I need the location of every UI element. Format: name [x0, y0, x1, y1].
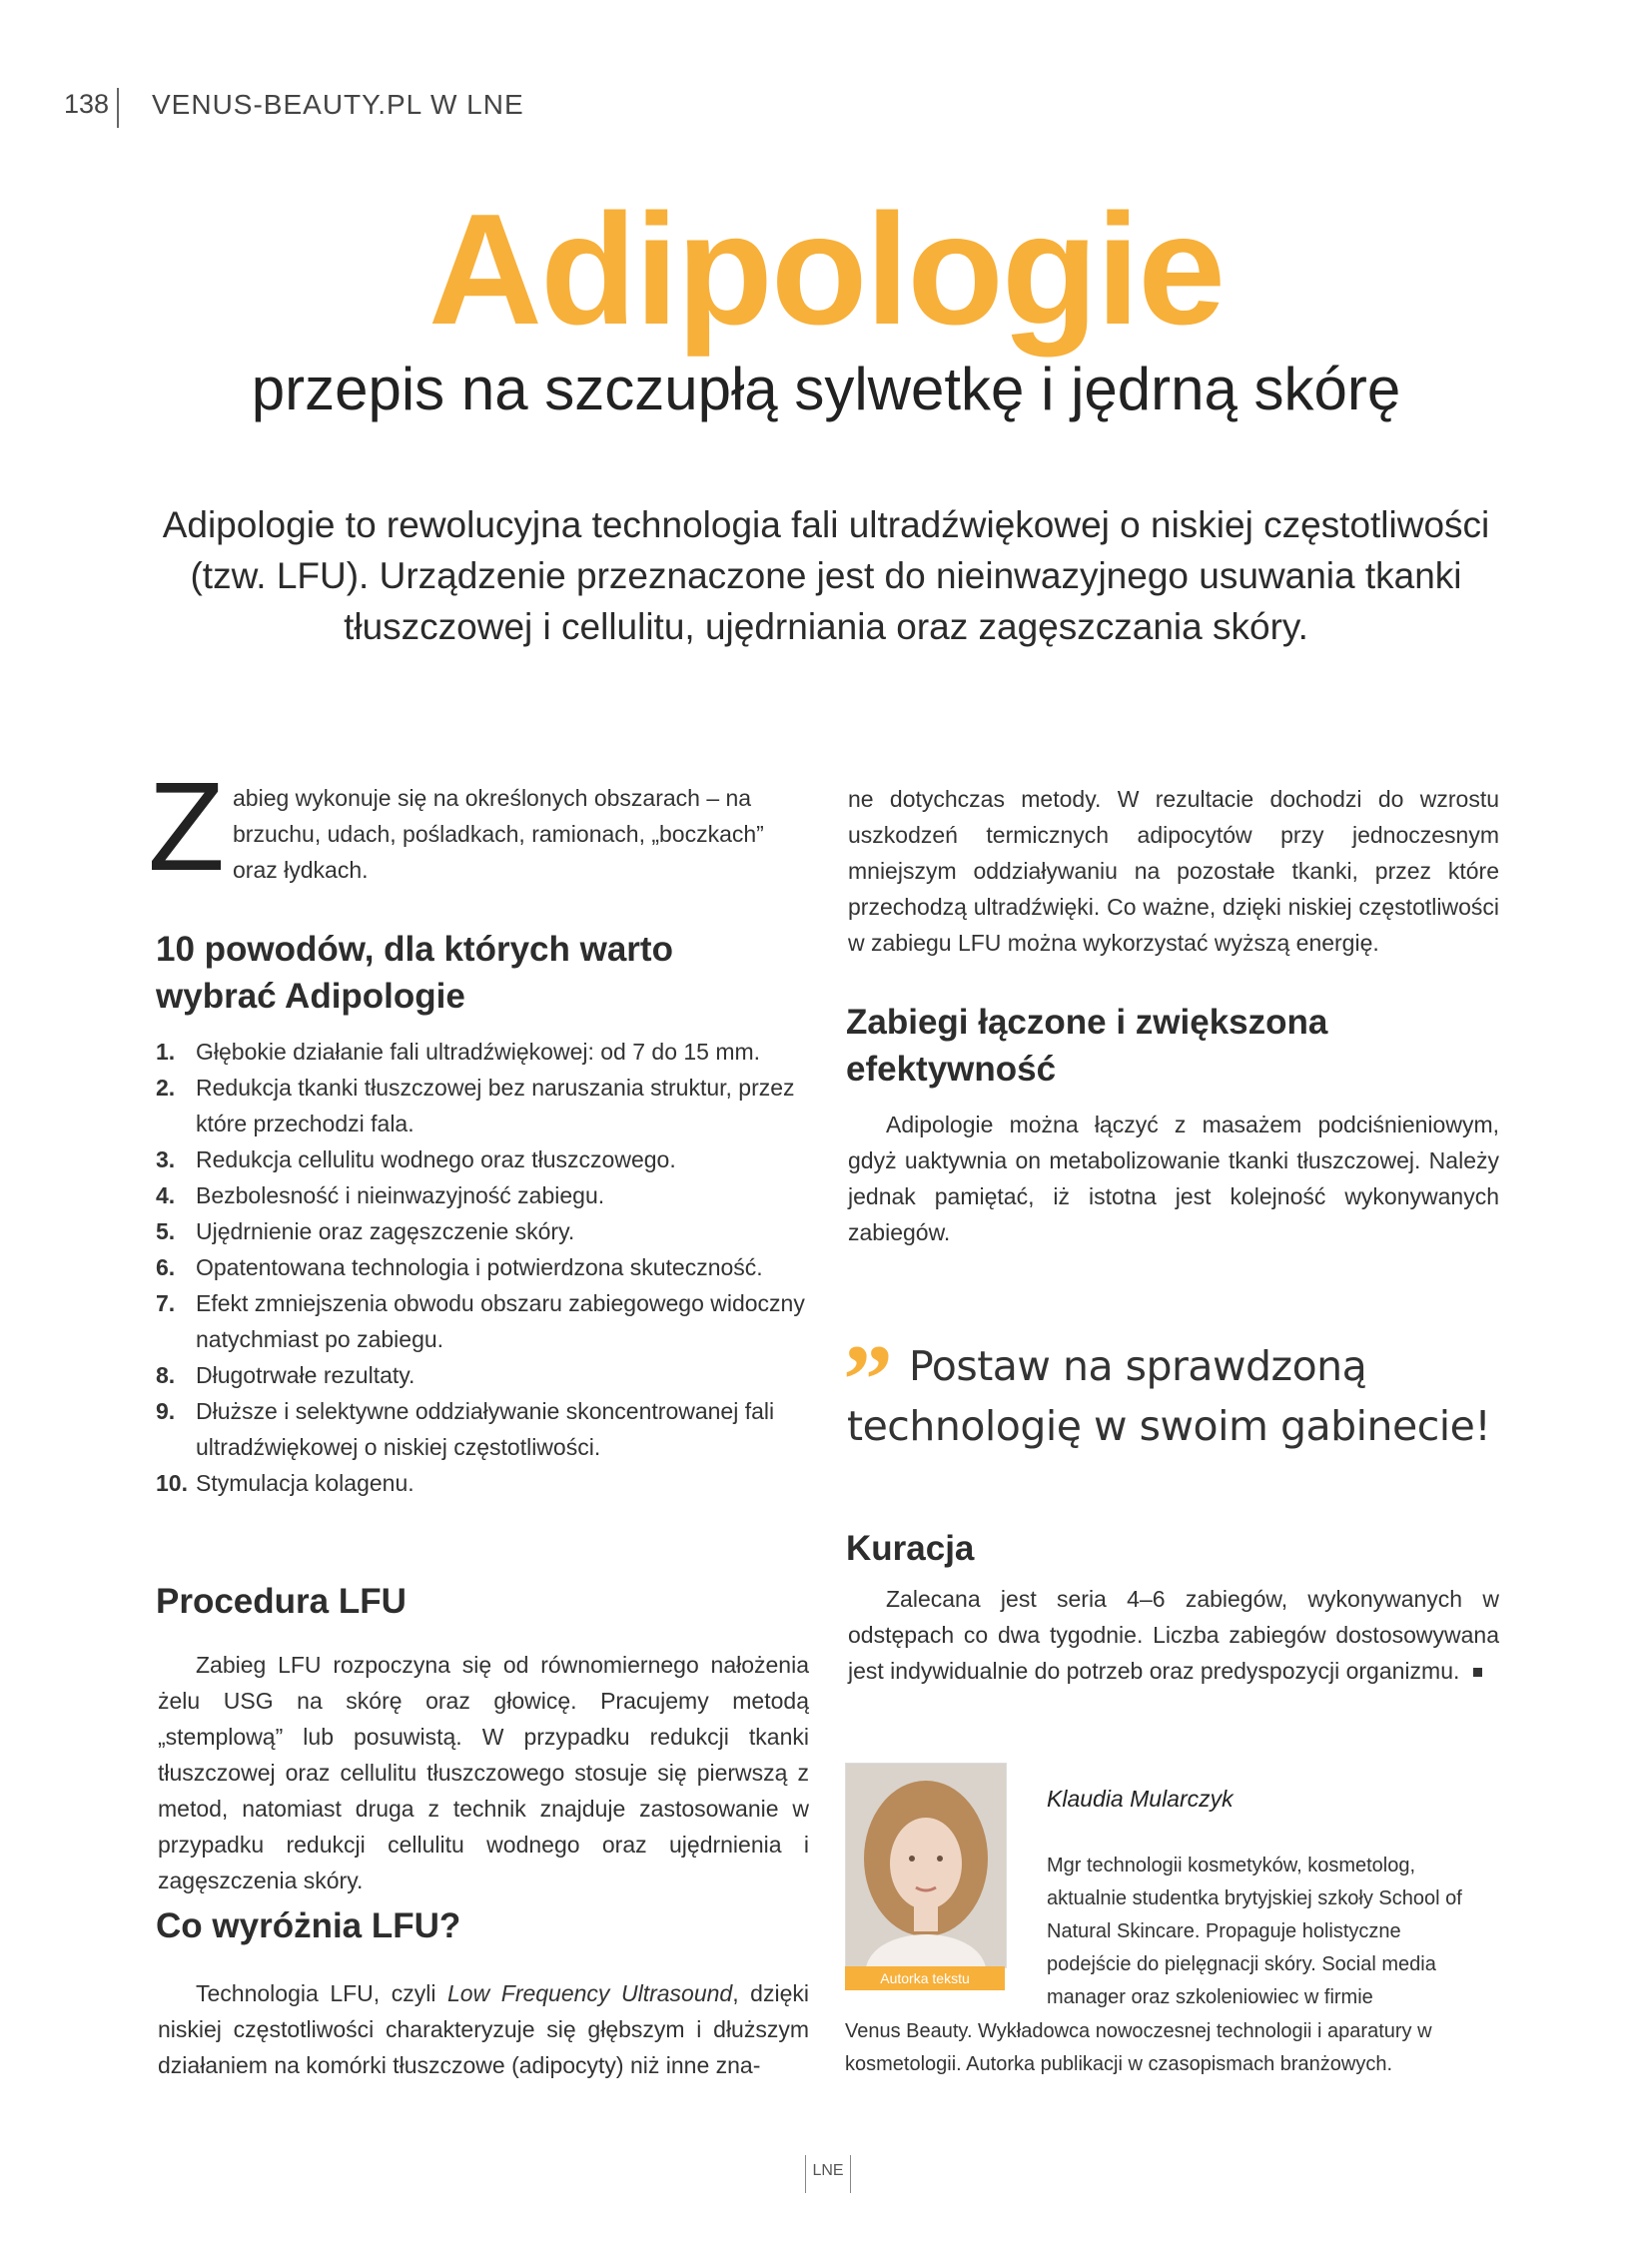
footer-divider-right — [850, 2155, 851, 2193]
list-item-text: Efekt zmniejszenia obwodu obszaru zabiegowego widoczny natychmiast po zabiegu. — [196, 1290, 805, 1352]
lfu-continuation: ne dotychczas metody. W rezultacie dochodzi do wzrostu uszkodzeń termicznych adipocytów przy jednoczesnym mniejszym oddziaływaniu na pozostałe tkanki, przez które przechodzą ultradźwięki. Co ważne, dzięki niskiej częstotliwości w zabiegu LFU można wykorzystać wyższą energię. — [848, 786, 1499, 956]
list-item — [156, 1393, 815, 1465]
lfu-text-end: , dzięki niskiej częstotliwości charakteryzuje się głębszym i dłuższym działaniem na komórki tłuszczowe (adipocyty) niż inne zna- — [158, 1980, 809, 2078]
procedure-heading: Procedura LFU — [156, 1582, 407, 1621]
article-subtitle: przepis na szczupłą sylwetkę i jędrną skórę — [251, 356, 1401, 422]
page-number: 138 — [64, 89, 110, 119]
list-item-text: Głębokie działanie fali ultradźwiękowej: od 7 do 15 mm. — [196, 1039, 761, 1065]
list-item-number: 8. — [156, 1362, 176, 1388]
lfu-term: Low Frequency Ultrasound — [447, 1980, 733, 2006]
lfu-text-start: Technologia LFU, czyli — [196, 1980, 448, 2006]
quote-mark-icon: ” — [843, 1324, 893, 1435]
author-label: Autorka tekstu — [845, 1966, 1005, 1990]
list-item-text: Stymulacja kolagenu. — [196, 1470, 414, 1496]
header-divider — [117, 88, 119, 128]
list-item-number: 9. — [156, 1398, 176, 1424]
lfu-paragraph — [158, 1975, 809, 2083]
drop-cap: Z — [148, 756, 225, 897]
list-item-text: Ujędrnienie oraz zagęszczenie skóry. — [196, 1218, 575, 1244]
cure-heading: Kuracja — [846, 1529, 975, 1568]
list-item-text: Redukcja cellulitu wodnego oraz tłuszczowego. — [196, 1146, 676, 1172]
list-item-number: 10. — [156, 1470, 188, 1496]
list-item — [156, 1177, 815, 1213]
list-item-text: Dłuższe i selektywne oddziaływanie skoncentrowanej fali ultradźwiękowej o niskiej częstotliwości. — [196, 1398, 775, 1460]
pull-quote-line-1: Postaw na sprawdzoną — [909, 1342, 1367, 1390]
reasons-heading: 10 powodów, dla których warto wybrać Adipologie — [156, 930, 673, 1016]
footer-divider-left — [805, 2155, 806, 2193]
end-mark-icon — [1473, 1668, 1482, 1677]
list-item-text: Bezbolesność i nieinwazyjność zabiegu. — [196, 1182, 605, 1208]
combined-paragraph: Adipologie można łączyć z masażem podciśnieniowym, gdyż uaktywnia on metabolizowanie tkanki tłuszczowej. Należy jednak pamiętać, iż istotna jest kolejność wykonywanych zabiegów. — [848, 1112, 1499, 1245]
article-title: Adipologie — [427, 182, 1225, 358]
author-bio-continued: Venus Beauty. Wykładowca nowoczesnej technologii i aparatury w kosmetologii. Autorka publikacji w czasopismach branżowych. — [845, 2020, 1432, 2075]
list-item-text: Opatentowana technologia i potwierdzona skuteczność. — [196, 1254, 763, 1280]
list-item — [156, 1357, 815, 1393]
list-item-number: 7. — [156, 1290, 176, 1316]
list-item-text: Redukcja tkanki tłuszczowej bez naruszania struktur, przez które przechodzi fala. — [196, 1075, 795, 1136]
list-item-number: 3. — [156, 1146, 176, 1172]
article-lead: Adipologie to rewolucyjna technologia fali ultradźwiękowej o niskiej częstotliwości (tzw. LFU). Urządzenie przeznaczone jest do nieinwazyjnego usuwania tkanki tłuszczowej i cellulitu, ujędrniania oraz zagęszczania skóry. — [162, 504, 1490, 647]
author-photo — [845, 1763, 1007, 1968]
list-item — [156, 1034, 815, 1070]
list-item-number: 2. — [156, 1075, 176, 1101]
list-item-number: 5. — [156, 1218, 176, 1244]
combined-heading: Zabiegi łączone i zwiększona efektywność — [846, 1003, 1328, 1089]
list-item-number: 6. — [156, 1254, 176, 1280]
list-item — [156, 1285, 815, 1357]
reasons-list — [156, 1034, 815, 1501]
list-item — [156, 1249, 815, 1285]
list-item — [156, 1465, 815, 1501]
list-item — [156, 1213, 815, 1249]
lfu-heading: Co wyróżnia LFU? — [156, 1906, 461, 1945]
footer-label: LNE — [812, 2162, 844, 2179]
list-item-text: Długotrwałe rezultaty. — [196, 1362, 415, 1388]
list-item — [156, 1141, 815, 1177]
pull-quote-line-2: technologię w swoim gabinecie! — [847, 1402, 1491, 1450]
list-item-number: 4. — [156, 1182, 176, 1208]
procedure-paragraph: Zabieg LFU rozpoczyna się od równomiernego nałożenia żelu USG na skórę oraz głowicę. Pracujemy metodą „stemplową” lub posuwistą. W przypadku redukcji tkanki tłuszczowej oraz cellulitu tłuszczowego stosuje się pierwszą z metod, natomiast druga z technik znajduje zastosowanie w przypadku redukcji cellulitu wodnego oraz ujędrnienia i zagęszczenia skóry. — [158, 1652, 809, 1893]
intro-paragraph: abieg wykonuje się na określonych obszarach – na brzuchu, udach, pośladkach, ramionach, „boczkach” oraz łydkach. — [233, 785, 764, 883]
pull-quote — [847, 1336, 1546, 1456]
author-bio: Mgr technologii kosmetyków, kosmetolog, aktualnie studentka brytyjskiej szkoły School of Natural Skincare. Propaguje holistyczne podejście do pielęgnacji skóry. Social media manager oraz szkoleniowiec w firmie — [1047, 1855, 1462, 2008]
cure-text: Zalecana jest seria 4–6 zabiegów, wykonywanych w odstępach co dwa tygodnie. Liczba zabiegów dostosowywana jest indywidualnie do potrzeb oraz predyspozycji organizmu. — [848, 1586, 1499, 1684]
header-title: VENUS-BEAUTY.PL W LNE — [152, 89, 524, 120]
cure-paragraph — [848, 1581, 1499, 1689]
list-item-number: 1. — [156, 1039, 176, 1065]
author-name: Klaudia Mularczyk — [1047, 1786, 1234, 1812]
list-item — [156, 1070, 815, 1141]
